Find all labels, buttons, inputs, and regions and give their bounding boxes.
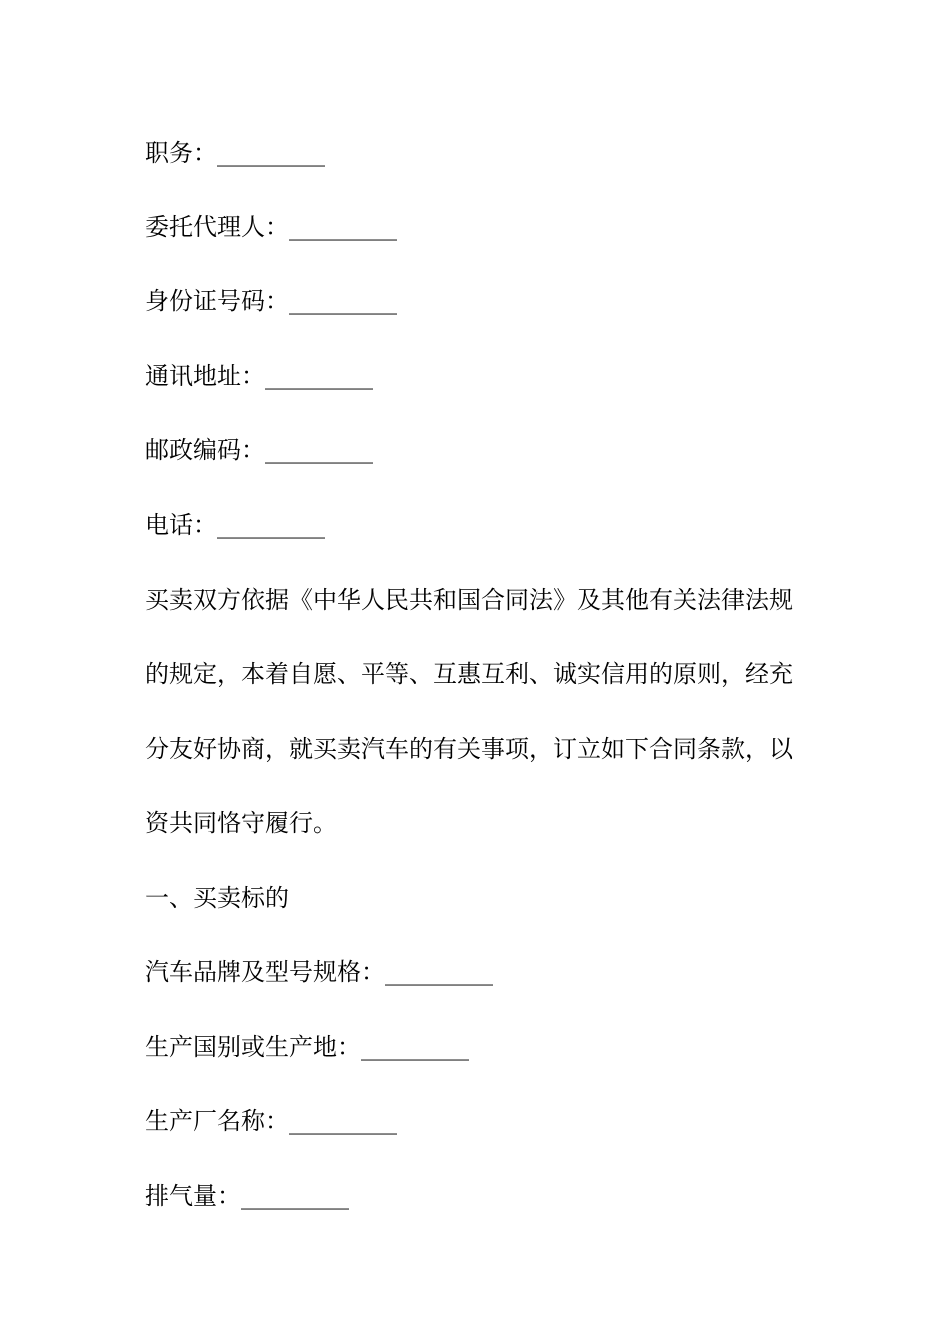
- field-phone: [145, 510, 325, 540]
- preamble-line: 分友好协商，就买卖汽车的有关事项，订立如下合同条款，以: [145, 735, 793, 763]
- preamble-line: 买卖双方依据《中华人民共和国合同法》及其他有关法律法规: [145, 586, 793, 614]
- preamble-line: 的规定，本着自愿、平等、互惠互利、诚实信用的原则，经充: [145, 660, 793, 688]
- field-label: 邮政编码：: [145, 436, 265, 464]
- field-blank: _________: [289, 287, 397, 315]
- section-heading: 一、买卖标的: [145, 884, 289, 912]
- field-label: 电话：: [145, 511, 217, 539]
- field-blank: _________: [361, 1033, 469, 1061]
- field-blank: _________: [289, 1107, 397, 1135]
- field-postal-code: [145, 435, 373, 465]
- field-label: 委托代理人：: [145, 213, 289, 241]
- field-label: 通讯地址：: [145, 362, 265, 390]
- field-label: 职务：: [145, 139, 217, 167]
- field-blank: _________: [217, 139, 325, 167]
- field-label: 生产国别或生产地：: [145, 1033, 361, 1061]
- field-address: [145, 361, 373, 391]
- field-blank: _________: [265, 436, 373, 464]
- preamble-line: 资共同恪守履行。: [145, 809, 337, 837]
- field-displacement: [145, 1181, 349, 1211]
- field-car-brand-model: [145, 957, 493, 987]
- field-id-number: [145, 286, 397, 316]
- field-position: [145, 138, 325, 168]
- field-blank: _________: [265, 362, 373, 390]
- field-origin-country: [145, 1032, 469, 1062]
- field-blank: _________: [217, 511, 325, 539]
- field-label: 身份证号码：: [145, 287, 289, 315]
- field-label: 排气量：: [145, 1182, 241, 1210]
- field-label: 生产厂名称：: [145, 1107, 289, 1135]
- field-blank: _________: [289, 213, 397, 241]
- field-manufacturer: [145, 1106, 397, 1136]
- field-blank: _________: [385, 958, 493, 986]
- field-agent: [145, 212, 397, 242]
- field-blank: _________: [241, 1182, 349, 1210]
- field-label: 汽车品牌及型号规格：: [145, 958, 385, 986]
